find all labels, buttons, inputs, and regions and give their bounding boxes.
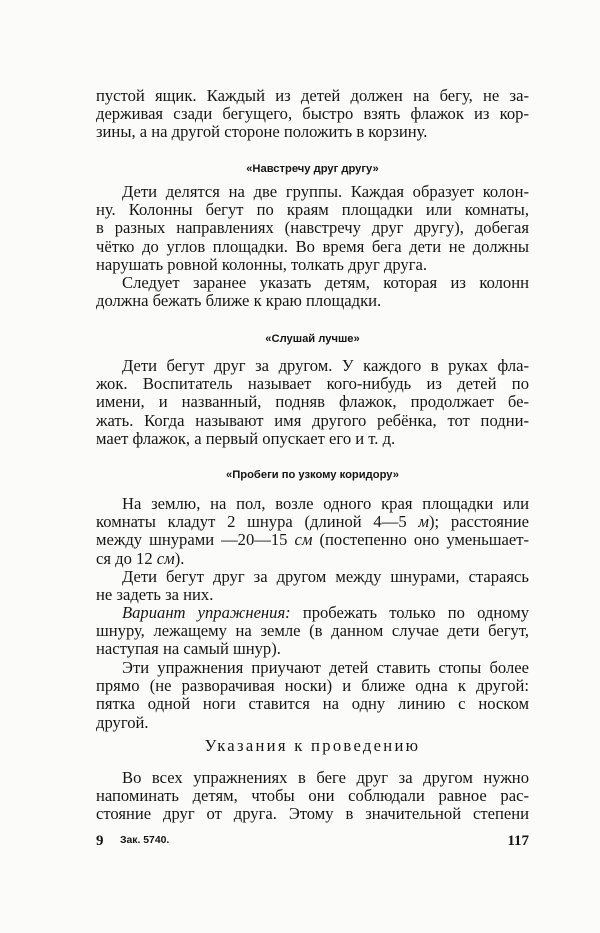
text-line: зины, а на другой стороне положить в корзину. xyxy=(96,122,428,142)
text-line: На землю, на пол, возле одного края площадки или xyxy=(122,494,529,513)
text-line: Во всех упражнениях в беге друг за другом нужно xyxy=(122,768,529,787)
section-paragraph xyxy=(96,568,529,604)
text-line: жок. Воспитатель называет кого-нибудь из детей по xyxy=(96,374,529,394)
text-line: Эти упражнения приучают детей ставить стопы более xyxy=(122,658,529,677)
text-line: ся до 12 см). xyxy=(96,548,185,568)
text-line: чётко до углов площадки. Во время бега дети не должны xyxy=(96,236,529,256)
text-line: ну. Колонны бегут по краям площадки или комнаты, xyxy=(96,200,529,220)
section-paragraph xyxy=(96,357,529,448)
section-heading: «Навстречу друг другу» xyxy=(246,163,379,175)
instructions-title: Указания к проведению xyxy=(204,736,421,755)
section-heading: «Слушай лучше» xyxy=(265,333,360,345)
text-line: между шнурами —20—15 см (постепенно оно уменьшает- xyxy=(96,530,530,550)
page-number: 117 xyxy=(507,833,529,849)
text-line: другой. xyxy=(96,712,149,732)
text-line: в разных направлениях (навстречу друг другу), добегая xyxy=(96,218,529,238)
signature-mark: 9 xyxy=(96,833,104,849)
variant-label: Вариант упражнения: xyxy=(122,603,291,622)
section-heading: «Пробеги по узкому коридору» xyxy=(226,469,399,481)
instructions-paragraph xyxy=(96,769,529,824)
text-line: прямо (не разворачивая носки) и ближе одна к другой: xyxy=(96,676,529,696)
section-paragraph xyxy=(96,274,529,310)
text-line: Следует заранее указать детям, которая из колонн xyxy=(122,273,529,292)
text-line: наступая на самый шнур). xyxy=(96,639,281,659)
print-order: Зак. 5740. xyxy=(120,835,170,846)
text-line: пустой ящик. Каждый из детей должен на бегу, не за- xyxy=(96,86,529,105)
text-line: жать. Когда называют имя другого ребёнка, тот подни- xyxy=(96,410,529,430)
text-line: шнуру, лежащему на земле (в данном случае дети бегут, xyxy=(96,621,529,641)
text-line: Дети делятся на две группы. Каждая образует колон- xyxy=(122,182,529,201)
text-line: нарушать ровной колонны, толкать друг друга. xyxy=(96,254,428,274)
text-line: должна бежать ближе к краю площадки. xyxy=(96,291,382,311)
text-line: не задеть за них. xyxy=(96,585,214,605)
text-line: Дети бегут друг за другом. У каждого в руках фла- xyxy=(122,356,529,375)
section-paragraph xyxy=(96,604,529,659)
text-line: стояние друг от друга. Этому в значительной степени xyxy=(96,804,529,824)
text-line: Дети бегут друг за другом между шнурами, стараясь xyxy=(122,567,529,586)
text-line: пятка одной ноги ставится на одну линию с носком xyxy=(96,694,529,714)
text-line: держивая сзади бегущего, быстро взять флажок из кор- xyxy=(96,104,529,124)
text-line: комнаты кладут 2 шнура (длиной 4—5 м); расстояние xyxy=(96,512,529,532)
text-line: напоминать детям, чтобы они соблюдали равное рас- xyxy=(96,786,529,806)
text-line: мает флажок, а первый опускает его и т. д. xyxy=(96,428,396,448)
text-line: имени, и названный, подняв флажок, продолжает бе- xyxy=(96,392,529,412)
text-line: Вариант упражнения: пробежать только по одному xyxy=(122,603,530,622)
page-footer xyxy=(96,833,529,851)
intro-paragraph xyxy=(96,87,529,142)
section-paragraph xyxy=(96,659,529,732)
section-paragraph xyxy=(96,183,529,274)
section-paragraph xyxy=(96,495,529,568)
